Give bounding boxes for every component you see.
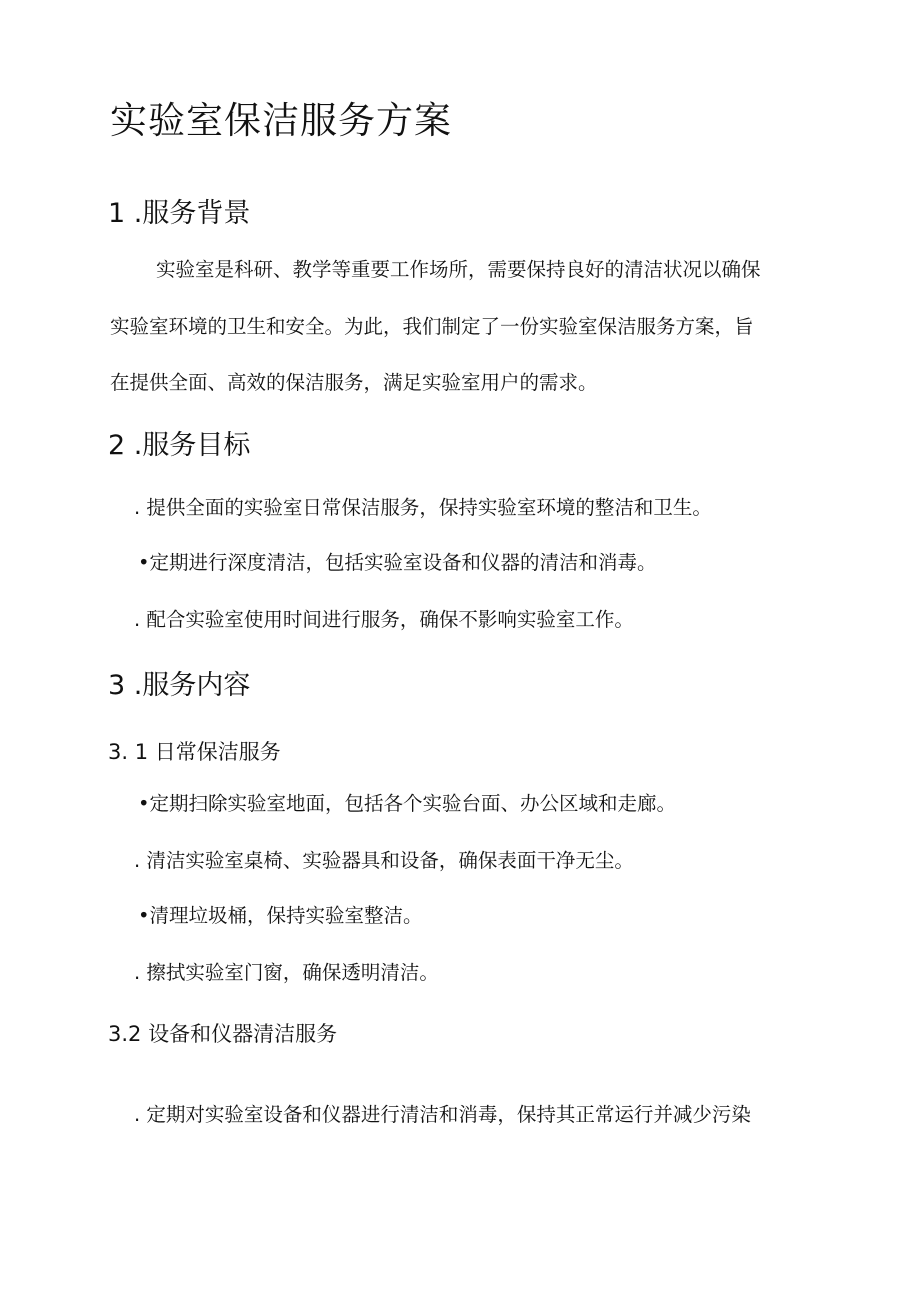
subsection-heading-3-2: 3.2 设备和仪器清洁服务 (108, 1022, 338, 1046)
list-item: . 定期对实验室设备和仪器进行清洁和消毒，保持其正常运行并减少污染 (134, 1103, 751, 1126)
subsection-heading-3-1: 3. 1 日常保洁服务 (108, 740, 281, 764)
list-item: •定期扫除实验室地面，包括各个实验台面、办公区域和走廊。 (138, 792, 677, 815)
paragraph-line: 在提供全面、高效的保洁服务，满足实验室用户的需求。 (110, 371, 598, 394)
section-heading-3: 3 .服务内容 (108, 670, 251, 701)
section-heading-2: 2 .服务目标 (108, 430, 251, 461)
section-heading-1: 1 .服务背景 (108, 198, 251, 229)
list-item: . 擦拭实验室门窗，确保透明清洁。 (134, 961, 439, 984)
list-item: . 配合实验室使用时间进行服务，确保不影响实验室工作。 (134, 608, 634, 631)
document-title: 实验室保洁服务方案 (110, 99, 452, 142)
list-item: . 提供全面的实验室日常保洁服务，保持实验室环境的整洁和卫生。 (134, 496, 712, 519)
paragraph-line: 实验室是科研、教学等重要工作场所，需要保持良好的清洁状况以确保 (156, 258, 761, 281)
paragraph-line: 实验室环境的卫生和安全。为此，我们制定了一份实验室保洁服务方案，旨 (110, 315, 754, 338)
list-item: . 清洁实验室桌椅、实验器具和设备，确保表面干净无尘。 (134, 849, 634, 872)
list-item: •定期进行深度清洁，包括实验室设备和仪器的清洁和消毒。 (138, 551, 657, 574)
list-item: •清理垃圾桶，保持实验室整洁。 (138, 904, 423, 927)
